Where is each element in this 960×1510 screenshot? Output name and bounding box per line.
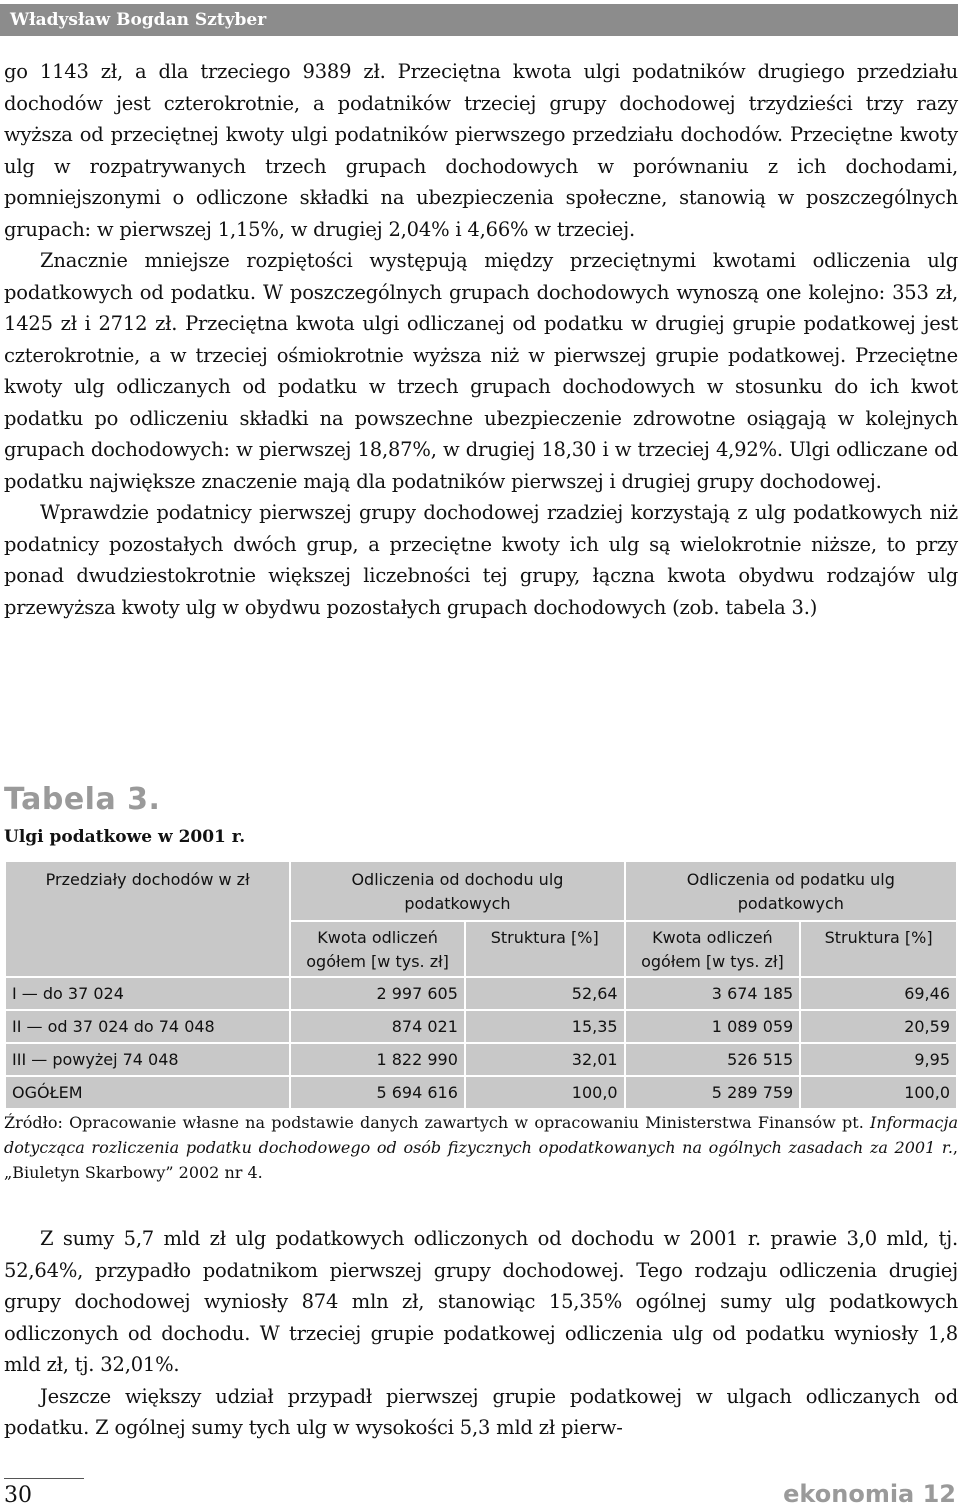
row-label: III — powyżej 74 048 bbox=[5, 1043, 290, 1076]
cell-income-structure: 52,64 bbox=[465, 977, 625, 1010]
page-number: 30 bbox=[4, 1483, 32, 1508]
table-row bbox=[5, 1043, 957, 1076]
header-income-brackets: Przedziały dochodów w zł bbox=[5, 861, 290, 977]
table-row bbox=[5, 1010, 957, 1043]
cell-income-amount: 5 694 616 bbox=[290, 1076, 465, 1109]
cell-income-amount: 874 021 bbox=[290, 1010, 465, 1043]
paragraph: Z sumy 5,7 mld zł ulg podatkowych odliczonych od dochodu w 2001 r. prawie 3,0 mld, tj. 52,64%, przypadło podatnikom pierwszej grupy dochodowej. Tego rodzaju odliczenia drugiej grupy dochodowej wyniosły 874 mln zł, stanowiąc 15,35% ogólnej sumy ulg podatkowych odliczonych od dochodu. W trzeciej grupie podatkowej odliczenia ulg od podatku wyniosły 1,8 mld zł, tj. 32,01%. bbox=[4, 1227, 958, 1376]
header-tax-deductions: Odliczenia od podatku ulg podatkowych bbox=[625, 861, 957, 921]
cell-tax-structure: 20,59 bbox=[800, 1010, 957, 1043]
footer-rule bbox=[4, 1478, 84, 1479]
cell-tax-amount: 526 515 bbox=[625, 1043, 801, 1076]
tax-relief-table bbox=[4, 860, 958, 1110]
row-label: II — od 37 024 do 74 048 bbox=[5, 1010, 290, 1043]
row-label: OGÓŁEM bbox=[5, 1076, 290, 1109]
paragraph: Wprawdzie podatnicy pierwszej grupy dochodowej rzadziej korzystają z ulg podatkowych niż podatnicy pozostałych dwóch grup, a przeciętne kwoty ich ulg są wielokrotnie niższe, to przy ponad dwudziestokrotnie większej liczebności tej grupy, łączna kwota obydwu rodzajów ulg przewyższa kwoty ulg w obydwu pozostałych grupach dochodowych (zob. tabela 3.) bbox=[4, 501, 958, 619]
cell-tax-structure: 69,46 bbox=[800, 977, 957, 1010]
paragraph: Znacznie mniejsze rozpiętości występują między przeciętnymi kwotami odliczenia ulg podatkowych od podatku. W poszczególnych grupach dochodowych wynoszą one kolejno: 353 zł, 1425 zł i 2712 zł. Przeciętna kwota ulgi odliczanej od podatku w drugiej grupie podatkowej jest czterokrotnie, a w trzeciej ośmiokrotnie wyższa niż w pierwszej grupie podatkowej. Przeciętne kwoty ulg odliczanych od podatku w trzech grupach dochodowych w stosunku do ich kwot podatku po odliczeniu składki na powszechne ubezpieczenie zdrowotne osiągają w kolejnych grupach dochodowych: w pierwszej 18,87%, w drugiej 18,30 i w trzeciej 4,92%. Ulgi odliczane od podatku największe znaczenie mają dla podatników pierwszej i drugiej grupy dochodowej. bbox=[4, 249, 958, 493]
row-label: I — do 37 024 bbox=[5, 977, 290, 1010]
table-subtitle: Ulgi podatkowe w 2001 r. bbox=[4, 827, 246, 847]
subheader-amount: Kwota odliczeń ogółem [w tys. zł] bbox=[625, 921, 801, 977]
table-source-note bbox=[4, 1110, 958, 1185]
header-income-deductions: Odliczenia od dochodu ulg podatkowych bbox=[290, 861, 624, 921]
source-prefix: Źródło: Opracowanie własne na podstawie danych zawartych w opracowaniu Ministerstwa Finansów pt. bbox=[4, 1113, 870, 1132]
author-name: Władysław Bogdan Sztyber bbox=[10, 10, 267, 30]
running-header bbox=[0, 4, 958, 36]
paragraph: go 1143 zł, a dla trzeciego 9389 zł. Przeciętna kwota ulgi podatników drugiego przedziału dochodów jest czterokrotnie, a podatników trzeciej grupy dochodowej trzydzieści trzy razy wyższa od przeciętnej kwoty ulgi podatników pierwszego przedziału dochodów. Przeciętne kwoty ulg w rozpatrywanych trzech grupach dochodowych w porównaniu z ich dochodami, pomniejszonymi o odliczone składki na ubezpieczenia społeczne, stanowią w poszczególnych grupach: w pierwszej 1,15%, w drugiej 2,04% i 4,66% w trzeciej. bbox=[4, 60, 958, 241]
cell-tax-amount: 5 289 759 bbox=[625, 1076, 801, 1109]
cell-income-amount: 1 822 990 bbox=[290, 1043, 465, 1076]
source-publication-title: Informacja dotycząca rozliczenia podatku dochodowego od osób fizycznych opodatkowanych na ogólnych zasadach za 2001 r. bbox=[4, 1113, 958, 1157]
cell-income-amount: 2 997 605 bbox=[290, 977, 465, 1010]
cell-tax-amount: 3 674 185 bbox=[625, 977, 801, 1010]
subheader-structure: Struktura [%] bbox=[800, 921, 957, 977]
subheader-amount: Kwota odliczeń ogółem [w tys. zł] bbox=[290, 921, 465, 977]
journal-name: ekonomia 12 bbox=[783, 1480, 956, 1508]
cell-income-structure: 15,35 bbox=[465, 1010, 625, 1043]
cell-tax-structure: 100,0 bbox=[800, 1076, 957, 1109]
table-row bbox=[5, 977, 957, 1010]
cell-income-structure: 32,01 bbox=[465, 1043, 625, 1076]
table-row-total bbox=[5, 1076, 957, 1109]
paragraph: Jeszcze większy udział przypadł pierwszej grupie podatkowej w ulgach odliczanych od podatku. Z ogólnej sumy tych ulg w wysokości 5,3 mld zł pierw- bbox=[4, 1384, 958, 1439]
cell-tax-structure: 9,95 bbox=[800, 1043, 957, 1076]
body-text-bottom bbox=[4, 1223, 958, 1444]
table-title: Tabela 3. bbox=[4, 782, 161, 817]
body-text-top bbox=[4, 56, 958, 623]
subheader-structure: Struktura [%] bbox=[465, 921, 625, 977]
cell-income-structure: 100,0 bbox=[465, 1076, 625, 1109]
cell-tax-amount: 1 089 059 bbox=[625, 1010, 801, 1043]
source-suffix: , „Biuletyn Skarbowy” 2002 nr 4. bbox=[4, 1138, 958, 1182]
